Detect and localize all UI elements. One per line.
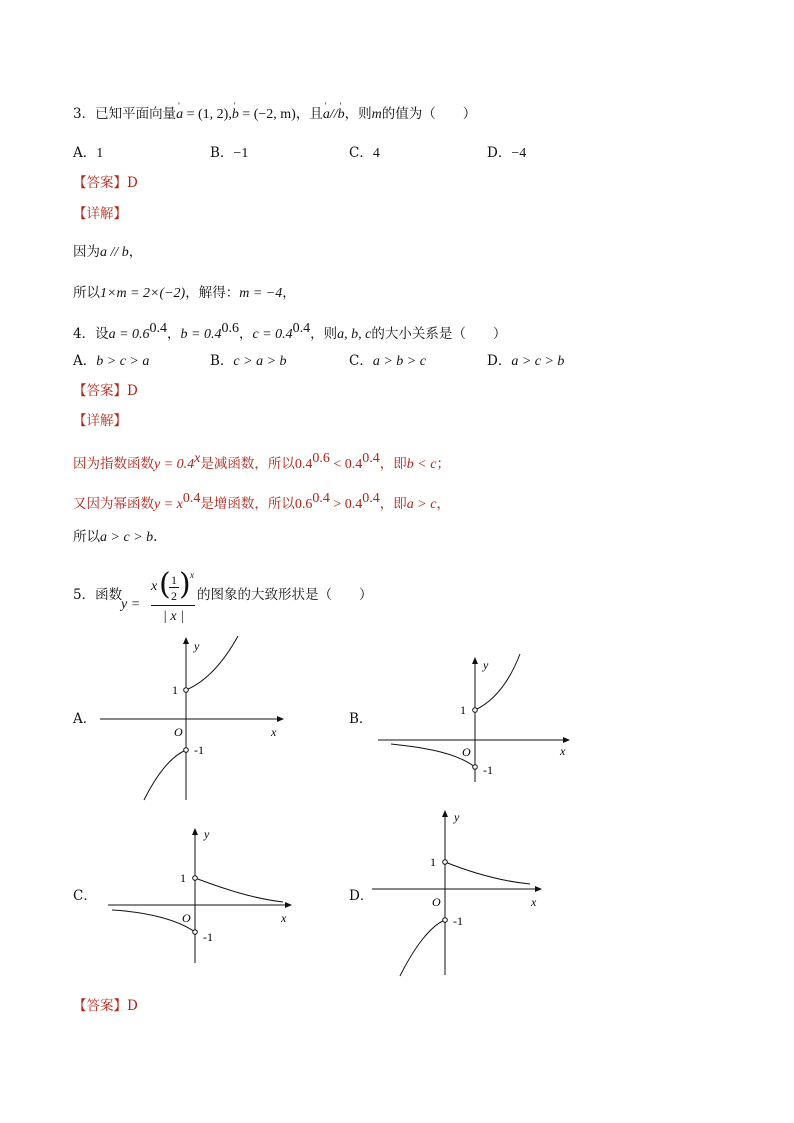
q3-vector-b-value: = (−2, m)	[238, 107, 296, 122]
x-label: x	[560, 744, 566, 758]
exponent: 0.4	[362, 491, 380, 506]
q4-option-a[interactable]	[73, 352, 149, 371]
q4-option-d[interactable]	[487, 352, 564, 371]
detail-text: 因为	[73, 244, 100, 260]
origin-label: O	[174, 725, 183, 739]
option-value: c > a > b	[233, 354, 287, 369]
origin-label: O	[462, 745, 471, 759]
q3-answer: 【答案】D	[73, 175, 138, 191]
option-label: B．	[210, 145, 234, 161]
q3-detail-line1	[73, 243, 142, 262]
separator: ，	[239, 326, 253, 342]
q3-option-b[interactable]	[210, 144, 248, 163]
q5-y-eq: y =	[121, 597, 141, 612]
detail-text: ，即	[379, 496, 407, 512]
q3-parallel-symbol: //	[329, 107, 338, 122]
origin-label: O	[432, 895, 441, 909]
curve-left	[144, 750, 186, 800]
curve-right	[186, 636, 238, 690]
q4-detail-line3	[73, 528, 157, 547]
open-point	[443, 918, 448, 923]
option-label: A．	[73, 353, 97, 369]
exponent: 0.4	[292, 321, 311, 336]
option-value: a > b > c	[372, 354, 426, 369]
graph-d[interactable]	[372, 810, 541, 976]
q3-stem	[73, 105, 476, 124]
q3-detail-heading: 【详解】	[73, 206, 127, 222]
q4-b-def: b = 0.4	[180, 327, 222, 342]
detail-math: a // b	[100, 245, 129, 260]
detail-math: b < c	[406, 457, 437, 472]
graph-b[interactable]	[378, 654, 569, 782]
q4-detail-line2	[73, 490, 450, 514]
detail-text: 所以	[73, 529, 100, 545]
q5-fraction-bar	[151, 605, 195, 606]
q3-number: 3．	[73, 106, 96, 122]
detail-math: a > c	[406, 497, 437, 512]
option-label: D．	[487, 145, 512, 161]
detail-math: 0.4	[294, 457, 313, 472]
q4-option-c[interactable]	[349, 352, 426, 371]
detail-text: ；	[436, 456, 450, 472]
option-value: −4	[511, 146, 527, 161]
q5-answer: 【答案】D	[73, 998, 138, 1014]
q4-stem	[73, 320, 506, 344]
neg-one-label: -1	[194, 743, 204, 757]
q4-c-def: c = 0.4	[252, 327, 293, 342]
q4-detail-line1	[73, 450, 450, 474]
graph-c[interactable]	[108, 827, 291, 963]
detail-text: 所以	[73, 285, 100, 301]
neg-one-label: -1	[483, 763, 493, 777]
option-value: b > c > a	[96, 354, 150, 369]
detail-math: 0.6	[294, 497, 313, 512]
q4-text-a: ，则	[310, 326, 338, 342]
q5-text: 的图象的大致形状是（ ）	[197, 587, 373, 603]
option-label: C．	[349, 353, 373, 369]
q4-a-def: a = 0.6	[108, 327, 150, 342]
q4-option-b[interactable]	[210, 352, 287, 371]
q3-parallel-a: ' a	[323, 106, 330, 124]
graph-a[interactable]	[100, 636, 283, 800]
option-label: D．	[487, 353, 512, 369]
q3-option-d[interactable]	[487, 144, 526, 163]
q3-text-b: ，且	[295, 106, 323, 122]
open-point	[193, 930, 198, 935]
y-label: y	[194, 639, 200, 653]
q5-numerator-x: x	[151, 579, 158, 594]
q5-denominator: | x |	[163, 609, 184, 624]
one-label: 1	[430, 855, 436, 869]
q3-option-a[interactable]	[73, 144, 103, 163]
q3-text-c: ，则	[344, 106, 372, 122]
detail-text: ，即	[379, 456, 407, 472]
q3-option-c[interactable]	[349, 144, 380, 163]
q4-detail-heading: 【详解】	[73, 413, 127, 429]
open-point	[193, 876, 198, 881]
q5-left-paren: (	[159, 567, 171, 602]
open-point	[184, 748, 189, 753]
detail-text: ，	[436, 496, 450, 512]
detail-math: y = 0.4	[154, 457, 195, 472]
one-label: 1	[180, 871, 186, 885]
x-label: x	[281, 911, 287, 925]
q5-option-d-label[interactable]: D．	[349, 888, 374, 904]
option-value: a > c > b	[511, 354, 565, 369]
q4-number: 4．设	[73, 326, 109, 342]
q3-vector-b: ' b	[232, 106, 239, 124]
detail-math: 1×m = 2×(−2)	[100, 286, 186, 301]
detail-math: a > c > b	[100, 530, 154, 545]
option-label: A．	[73, 145, 97, 161]
q3-vector-a-value: = (1, 2),	[183, 107, 232, 122]
q5-right-paren: )	[179, 567, 191, 602]
exponent: 0.6	[221, 321, 239, 336]
exponent: 0.6	[312, 451, 330, 466]
q5-exponent-x: x	[190, 570, 194, 580]
detail-math: y = x	[154, 497, 183, 512]
exponent: 0.4	[182, 491, 201, 506]
option-value: −1	[233, 146, 249, 161]
option-label: B．	[210, 353, 234, 369]
exponent: 0.4	[362, 451, 380, 466]
q3-detail-line2	[73, 284, 296, 303]
detail-text: ，	[128, 244, 143, 260]
q3-m: m	[371, 107, 382, 122]
curve-right	[475, 654, 520, 710]
detail-text: 因为指数函数	[73, 456, 154, 472]
neg-one-label: -1	[203, 930, 213, 944]
y-label: y	[454, 810, 460, 824]
curve-right	[195, 878, 283, 902]
exponent: 0.4	[312, 491, 330, 506]
detail-math: > 0.4	[329, 497, 363, 512]
q5-option-c-label[interactable]: C．	[73, 888, 97, 904]
detail-text: 是增函数，所以	[200, 496, 295, 512]
q5-option-a-label[interactable]: A．	[73, 711, 97, 727]
q5-number: 5．函数	[73, 587, 123, 603]
exponent: 0.4	[149, 321, 168, 336]
q5-half-numerator: 1	[171, 573, 177, 587]
open-point	[473, 708, 478, 713]
y-label: y	[483, 658, 489, 672]
option-value: 1	[96, 146, 104, 161]
neg-one-label: -1	[453, 914, 463, 928]
open-point	[184, 688, 189, 693]
q5-half-denominator: 2	[171, 589, 177, 603]
detail-text: .	[153, 529, 158, 545]
detail-text: 是减函数，所以	[200, 456, 295, 472]
q5-option-b-label[interactable]: B．	[349, 711, 373, 727]
x-label: x	[271, 725, 277, 739]
separator: ，	[167, 326, 181, 342]
curve-right	[445, 862, 530, 884]
q5-fraction	[151, 567, 195, 628]
detail-math: < 0.4	[329, 457, 363, 472]
q4-text-b: 的大小关系是（ ）	[371, 326, 507, 342]
detail-math: m = −4	[239, 286, 283, 301]
open-point	[473, 765, 478, 770]
curve-left	[112, 910, 195, 932]
curve-left	[391, 744, 475, 767]
open-point	[443, 860, 448, 865]
detail-text: ，	[282, 285, 296, 301]
x-label: x	[531, 895, 537, 909]
detail-text: 又因为幂函数	[73, 496, 154, 512]
origin-label: O	[182, 911, 191, 925]
option-value: 4	[372, 146, 380, 161]
detail-text: ，解得：	[185, 285, 240, 301]
q3-text-d: 的值为（ ）	[381, 106, 477, 122]
y-label: y	[204, 827, 210, 841]
q4-vars: a, b, c	[337, 327, 372, 342]
option-label: C．	[349, 145, 373, 161]
curve-left	[400, 920, 445, 976]
q3-parallel-b: ' b	[338, 106, 345, 124]
q4-answer: 【答案】D	[73, 383, 138, 399]
one-label: 1	[172, 683, 178, 697]
q3-vector-a: ' a	[176, 106, 183, 124]
q3-text-a: 已知平面向量	[95, 106, 177, 122]
exponent: x	[194, 451, 201, 466]
one-label: 1	[460, 703, 466, 717]
